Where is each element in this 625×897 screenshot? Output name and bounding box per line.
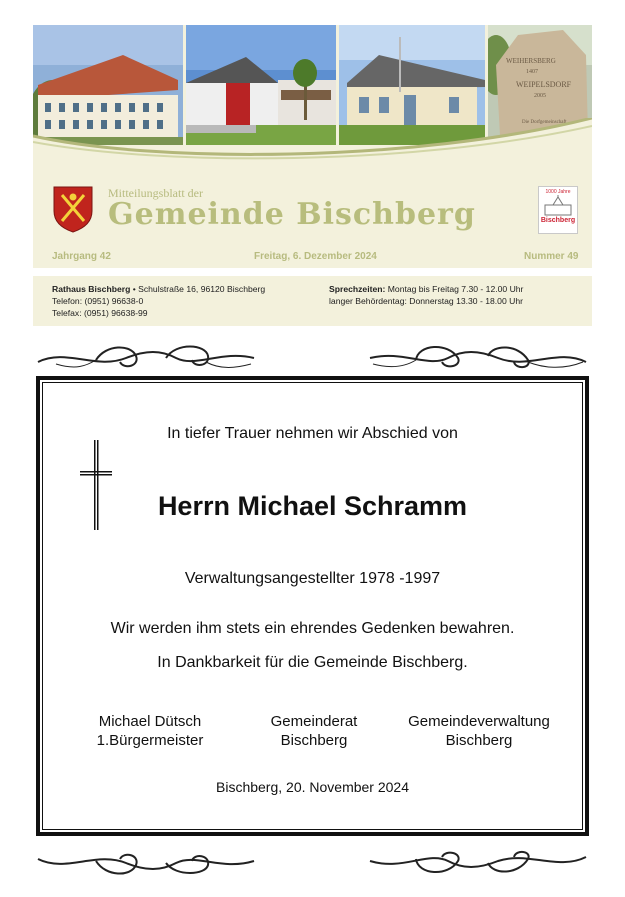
signature-mayor-title: 1.Bürgermeister [96, 732, 204, 749]
coat-of-arms-icon [52, 185, 94, 233]
issue-number: Nummer 49 [524, 251, 579, 262]
masthead-subtitle: Mitteilungsblatt der [108, 186, 203, 200]
contact-phone: Telefon: (0951) 96638-0 [52, 296, 144, 306]
stone-text-2: 1407 [526, 69, 538, 75]
ornament-top-right [368, 340, 588, 374]
obituary-frame-inner [42, 382, 583, 830]
obituary-name: Herrn Michael Schramm [157, 491, 468, 521]
stone-text-3: WEIPELSDORF [516, 80, 572, 89]
masthead-title: Gemeinde Bischberg [108, 197, 476, 232]
badge-text: Bischberg [540, 217, 576, 224]
obituary-line-2: In Dankbarkeit für die Gemeinde Bischberg. [157, 654, 468, 671]
issue-year: Jahrgang 42 [52, 251, 111, 262]
hours-line-1: Montag bis Freitag 7.30 - 12.00 Uhr [387, 284, 524, 294]
hours-block [329, 283, 523, 307]
stone-text-5: Die Dorfgemeinschaft [522, 120, 567, 125]
hours-line-2: langer Behördentag: Donnerstag 13.30 - 18.00 Uhr [329, 296, 523, 306]
contact-address: • Schulstraße 16, 96120 Bischberg [132, 284, 266, 294]
signature-council-place: Bischberg [280, 732, 348, 749]
anniversary-badge [538, 186, 578, 234]
stone-text-4: 2005 [534, 93, 546, 99]
signature-mayor-name: Michael Dütsch [98, 713, 202, 730]
signature-administration [396, 712, 562, 750]
contact-name: Rathaus Bischberg [52, 284, 131, 294]
stone-text-1: WEIHERSBERG [506, 57, 556, 65]
contact-fax: Telefax: (0951) 96638-99 [52, 308, 148, 318]
obituary-place-date: Bischberg, 20. November 2024 [216, 779, 409, 795]
signature-administration-place: Bischberg [445, 732, 513, 749]
contact-block [52, 283, 265, 319]
church-icon [539, 195, 577, 217]
masthead-wave [33, 118, 592, 168]
signature-administration-name: Gemeindeverwaltung [408, 713, 550, 730]
hours-label: Sprechzeiten: [329, 284, 386, 294]
badge-small-text: 1000 Jahre [545, 189, 571, 195]
obituary-intro: In tiefer Trauer nehmen wir Abschied von [167, 425, 458, 442]
obituary-line-1: Wir werden ihm stets ein ehrendes Gedenken bewahren. [110, 620, 515, 637]
ornament-bottom-left [36, 845, 256, 879]
obituary-role: Verwaltungsangestellter 1978 -1997 [184, 570, 441, 587]
signature-council [248, 712, 380, 750]
signature-council-name: Gemeinderat [270, 713, 358, 730]
issue-date: Freitag, 6. Dezember 2024 [254, 251, 377, 262]
ornament-top-left [36, 340, 256, 374]
ornament-bottom-right [368, 845, 588, 879]
signature-mayor [80, 712, 220, 750]
